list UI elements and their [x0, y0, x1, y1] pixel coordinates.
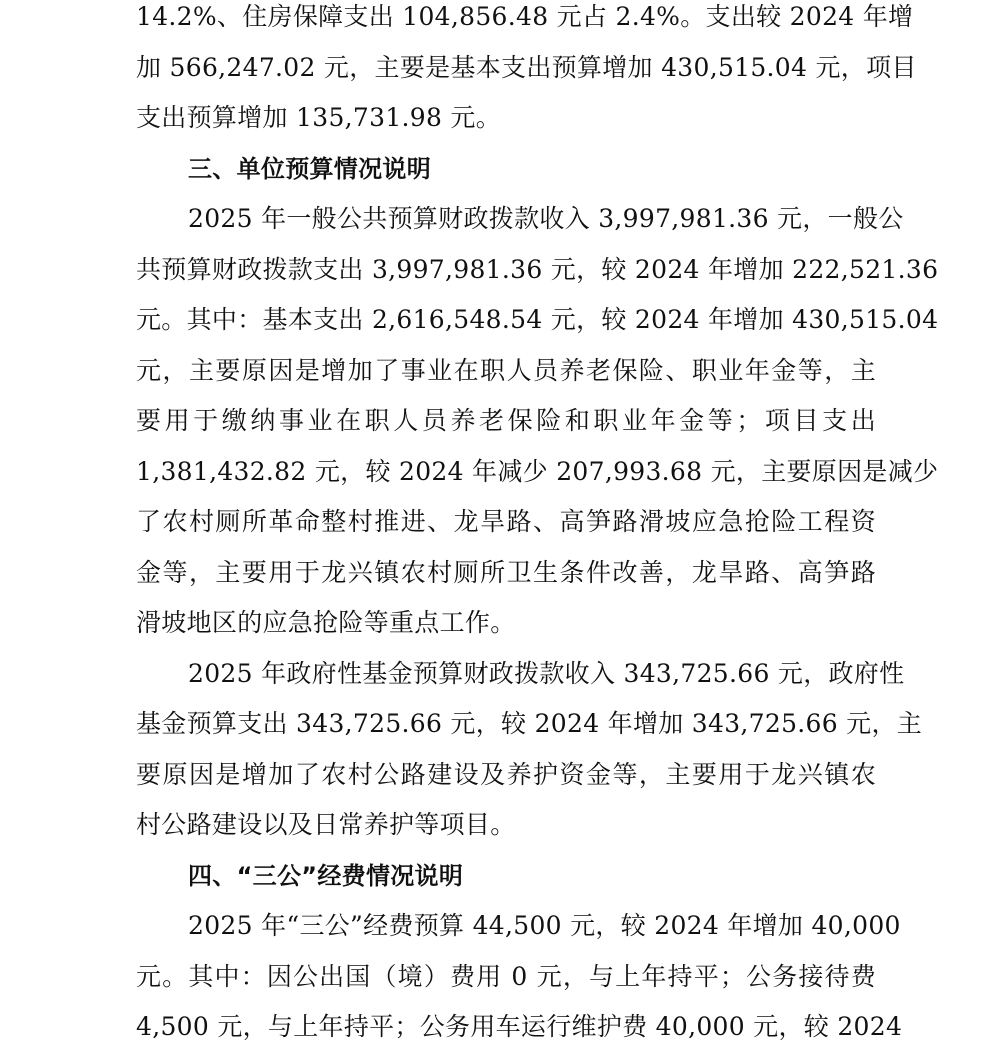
- body-text-line: 要原因是增加了农村公路建设及养护资金等，主要用于龙兴镇农: [136, 759, 876, 789]
- body-text-line: 1,381,432.82 元，较 2024 年减少 207,993.68 元，主要原因是减少: [136, 456, 939, 486]
- body-text-line: 要用于缴纳事业在职人员养老保险和职业年金等；项目支出: [136, 406, 876, 435]
- body-text-line: 基金预算支出 343,725.66 元，较 2024 年增加 343,725.66 元，主: [136, 709, 923, 738]
- body-text-line: 了农村厕所革命整村推进、龙旱路、高笋路滑坡应急抢险工程资: [136, 507, 876, 536]
- paragraph-first-line: 2025 年“三公”经费预算 44,500 元，较 2024 年增加 40,000: [188, 911, 901, 940]
- body-text-line: 元。其中：基本支出 2,616,548.54 元，较 2024 年增加 430,515.04: [136, 305, 939, 334]
- body-text-line: 加 566,247.02 元，主要是基本支出预算增加 430,515.04 元，项目: [136, 52, 917, 82]
- body-text-line: 14.2%、住房保障支出 104,856.48 元占 2.4%。支出较 2024 年增: [136, 2, 914, 31]
- body-text-line: 村公路建设以及日常养护等项目。: [136, 810, 516, 839]
- body-text-line: 滑坡地区的应急抢险等重点工作。: [136, 608, 516, 637]
- body-text-line: 共预算财政拨款支出 3,997,981.36 元，较 2024 年增加 222,521.36: [136, 254, 939, 284]
- paragraph-first-line: 2025 年政府性基金预算财政拨款收入 343,725.66 元，政府性: [188, 658, 905, 688]
- body-text-line: 金等，主要用于龙兴镇农村厕所卫生条件改善，龙旱路、高笋路: [136, 557, 876, 587]
- paragraph-first-line: 2025 年一般公共预算财政拨款收入 3,997,981.36 元，一般公: [188, 204, 904, 233]
- body-text-line: 元。其中：因公出国（境）费用 0 元，与上年持平；公务接待费: [136, 961, 876, 991]
- section-heading-unit-budget: 三、单位预算情况说明: [188, 154, 431, 183]
- body-text-line: 4,500 元，与上年持平；公务用车运行维护费 40,000 元，较 2024: [136, 1012, 903, 1041]
- section-heading-three-public-expenses: 四、“三公”经费情况说明: [188, 861, 464, 890]
- body-text-line: 支出预算增加 135,731.98 元。: [136, 103, 502, 132]
- body-text-line: 元，主要原因是增加了事业在职人员养老保险、职业年金等，主: [136, 355, 876, 385]
- document-page: [136, 0, 939, 1053]
